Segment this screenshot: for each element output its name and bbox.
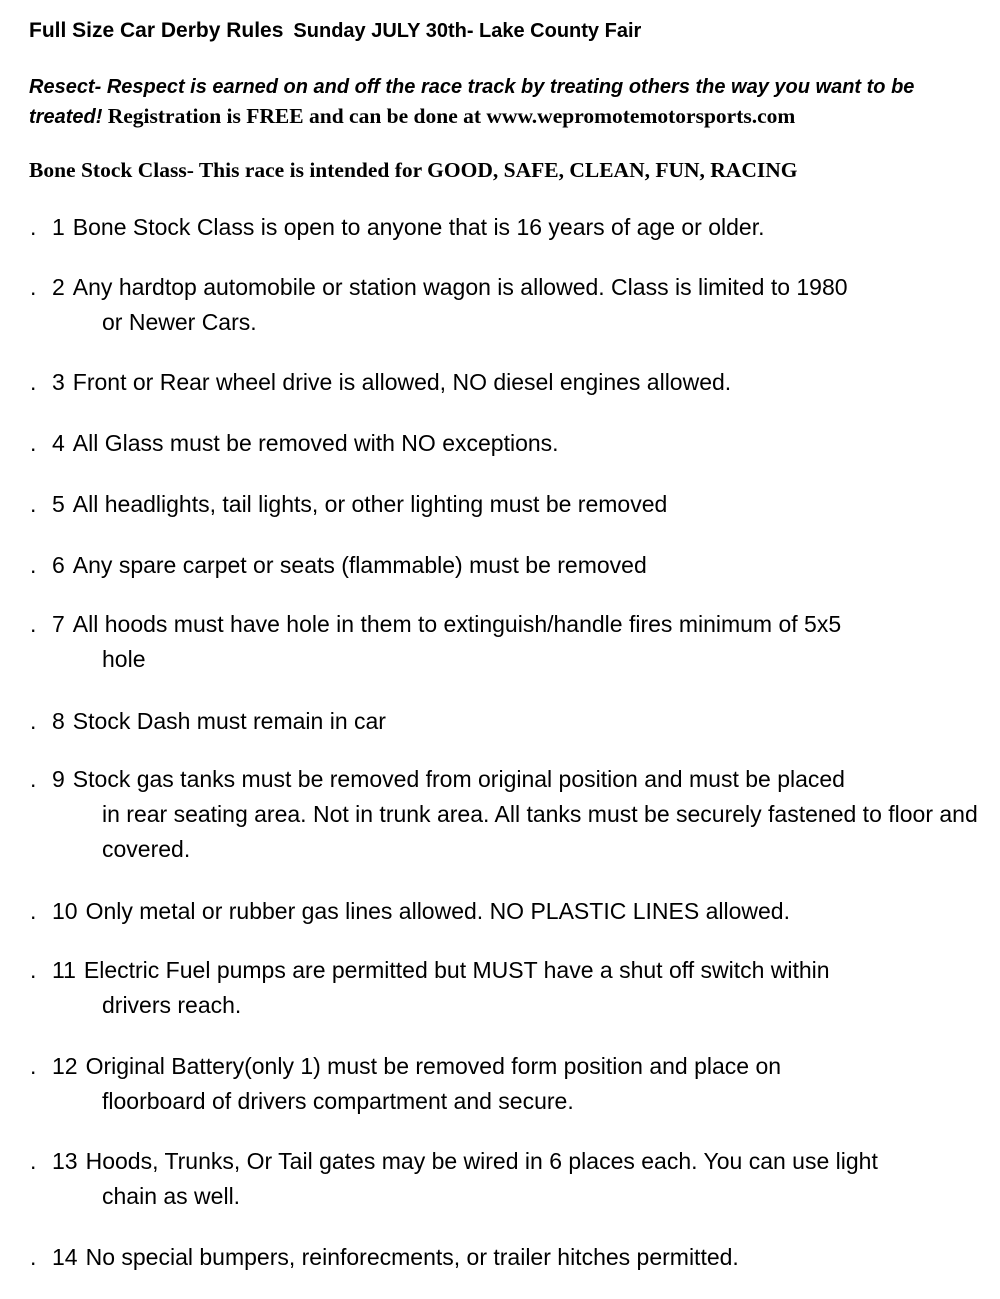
rule-bullet: .: [30, 552, 37, 578]
rule-bullet: .: [30, 274, 37, 300]
rule-text: Only metal or rubber gas lines allowed. NO PLASTIC LINES allowed.: [85, 898, 790, 924]
rule-number: 3: [52, 369, 65, 395]
rule-bullet: .: [30, 898, 37, 924]
rule-bullet: .: [30, 491, 37, 517]
respect-statement: Resect- Respect is earned on and off the race track by treating others the way you want to be treated!: [29, 76, 915, 128]
rule-text: No special bumpers, reinforecments, or trailer hitches permitted.: [85, 1244, 739, 1270]
rule-text: Bone Stock Class is open to anyone that is 16 years of age or older.: [72, 214, 765, 240]
rule-number: 5: [52, 491, 65, 517]
rule-text-continued: floorboard of drivers compartment and secure.: [102, 1088, 574, 1114]
rule-bullet: .: [30, 369, 37, 395]
rule-text-continued: or Newer Cars.: [102, 309, 257, 335]
rule-bullet: .: [30, 214, 37, 240]
rule-bullet: .: [30, 708, 37, 734]
rule-item: [30, 1240, 980, 1275]
rule-item: [30, 704, 980, 739]
rule-text: Stock Dash must remain in car: [72, 708, 386, 734]
rule-number: 9: [52, 766, 65, 792]
rule-number: 4: [52, 430, 65, 456]
rule-bullet: .: [30, 611, 37, 637]
rule-bullet: .: [30, 1244, 37, 1270]
rule-text-continued: drivers reach.: [102, 992, 242, 1018]
rule-text: Any spare carpet or seats (flammable) must be removed: [72, 552, 647, 578]
rule-item: [30, 210, 980, 245]
rule-text-continued: chain as well.: [102, 1183, 241, 1209]
rule-text: Original Battery(only 1) must be removed form position and place on: [85, 1053, 782, 1079]
rule-text: All Glass must be removed with NO exceptions.: [72, 430, 559, 456]
rule-number: 1: [52, 214, 65, 240]
title-text: Full Size Car Derby Rules: [29, 19, 284, 42]
rule-number: 7: [52, 611, 65, 637]
rule-number: 11: [52, 957, 76, 983]
rule-item: [30, 487, 980, 522]
rule-text-continued: in rear seating area. Not in trunk area. All tanks must be securely fastened to floor and covered.: [102, 801, 978, 862]
registration-statement: Registration is FREE and can be done at www.wepromotemotorsports.com: [107, 104, 796, 128]
rule-bullet: .: [30, 957, 37, 983]
rule-text-continued: hole: [102, 646, 146, 672]
rule-item: [30, 953, 980, 1023]
rule-bullet: .: [30, 766, 37, 792]
rule-number: 6: [52, 552, 65, 578]
rule-number: 14: [52, 1244, 78, 1270]
rule-text: All hoods must have hole in them to extinguish/handle fires minimum of 5x5: [72, 611, 842, 637]
rule-item: [30, 607, 980, 677]
rule-item: [30, 762, 980, 867]
rule-text: Front or Rear wheel drive is allowed, NO diesel engines allowed.: [72, 369, 732, 395]
rule-number: 8: [52, 708, 65, 734]
rule-text: All headlights, tail lights, or other lighting must be removed: [72, 491, 668, 517]
rule-bullet: .: [30, 1053, 37, 1079]
rule-bullet: .: [30, 430, 37, 456]
rule-number: 13: [52, 1148, 78, 1174]
intro-paragraph: [29, 72, 979, 132]
rule-number: 10: [52, 898, 78, 924]
rule-text: Electric Fuel pumps are permitted but MUST have a shut off switch within: [83, 957, 830, 983]
rule-item: [30, 365, 980, 400]
rule-item: [30, 1049, 980, 1119]
rule-text: Stock gas tanks must be removed from original position and must be placed: [72, 766, 845, 792]
event-subtitle: Sunday JULY 30th- Lake County Fair: [293, 20, 642, 42]
class-heading: Bone Stock Class- This race is intended for GOOD, SAFE, CLEAN, FUN, RACING: [29, 158, 798, 182]
rule-text: Hoods, Trunks, Or Tail gates may be wired in 6 places each. You can use light: [85, 1148, 878, 1174]
rule-item: [30, 426, 980, 461]
rule-item: [30, 270, 980, 340]
rule-bullet: .: [30, 1148, 37, 1174]
rule-item: [30, 548, 980, 583]
rule-item: [30, 894, 980, 929]
document-title: [29, 16, 641, 46]
rule-number: 12: [52, 1053, 78, 1079]
rule-item: [30, 1144, 980, 1214]
rule-text: Any hardtop automobile or station wagon is allowed. Class is limited to 1980: [72, 274, 848, 300]
rule-number: 2: [52, 274, 65, 300]
